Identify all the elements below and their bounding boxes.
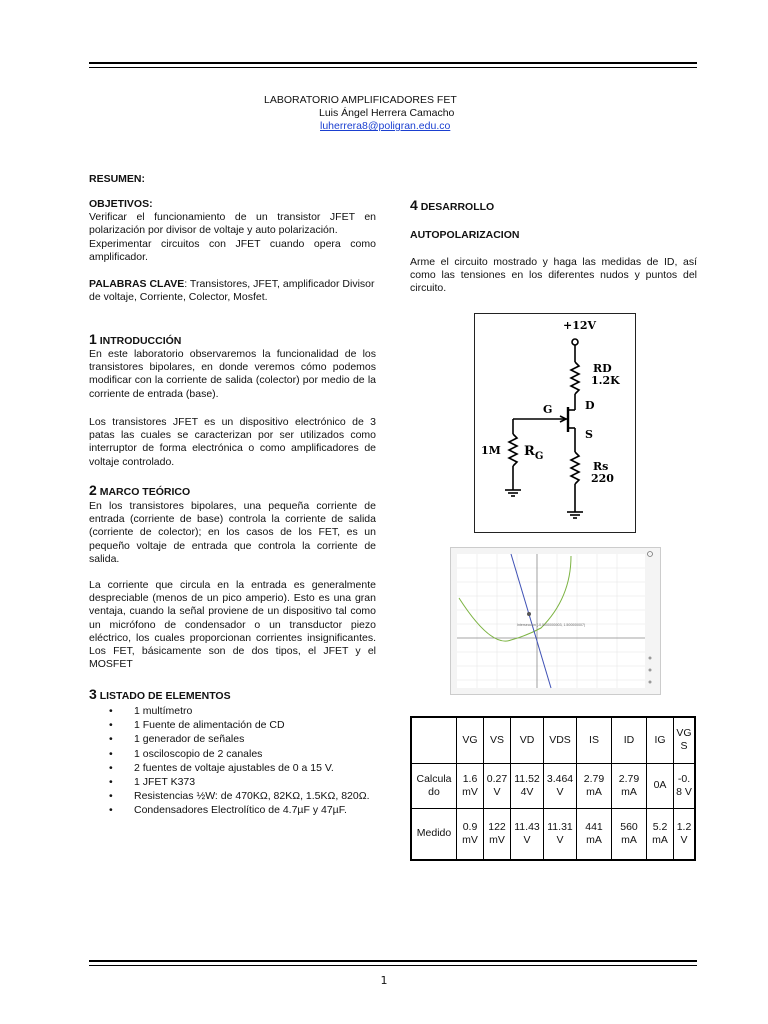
section-1-number: 1 [89,331,97,347]
table-cell: 2.79 mA [612,763,647,808]
section-2-paragraph-2: La corriente que circula en la entrada es generalmente despreciable (menos de un pico amperio). Esto es una gran ventaja, cuando la señal proviene de un dispositivo tal como un micrófono de condensador o un transductor piezo eléctrico, los cuales proporcionan corrientes insignificantes. Los FET, básicamente son de dos tipos, el JFET y el MOSFET [89,579,376,671]
list-item: • 1 osciloscopio de 2 canales [89,747,376,761]
table-header-cell [411,717,457,763]
section-1-title: INTRODUCCIÓN [99,335,182,347]
objetivos-paragraph-2: Experimentar circuitos con JFET cuando opera como amplificador. [89,238,376,264]
top-rule [89,62,697,64]
table-cell: Calculado [411,763,457,808]
table-cell: 0A [647,763,674,808]
keywords [89,278,376,304]
table-header-cell: VS [484,717,511,763]
section-4-title: DESARROLLO [420,201,495,213]
table-cell: 441 mA [577,808,612,860]
elements-list [89,704,376,818]
document-title: LABORATORIO AMPLIFICADORES FET [264,94,457,106]
rg-subscript: G [534,451,544,462]
objetivos-heading: OBJETIVOS: [89,198,153,210]
zoom-in-icon [649,669,652,672]
section-4-number: 4 [410,197,418,213]
list-item: • 1 multímetro [89,704,376,718]
table-header-cell: VGS [674,717,696,763]
graph-drawing [451,548,660,694]
table-cell: 1.2 V [674,808,696,860]
section-1-paragraph-1: En este laboratorio observaremos la funcionalidad de los transistores bipolares, en donde veremos cómo podemos modificar con la corriente de salida (colector) por medio de la corriente de entrada (base). [89,348,376,400]
bottom-rule [89,960,697,962]
jfet-transfer-graph [450,547,661,695]
table-header-cell: VD [511,717,544,763]
section-3-number: 3 [89,686,97,702]
rs-name-label: Rs [593,460,609,473]
table-row [411,808,695,860]
list-item: • 1 Fuente de alimentación de CD [89,718,376,732]
table-header-row [411,717,695,763]
bottom-rule-thin [89,965,697,966]
supply-label: +12V [563,319,597,332]
list-item: • Resistencias ½W: de 470KΩ, 82KΩ, 1.5KΩ, 820Ω. [89,789,376,803]
table-cell: -0.8 V [674,763,696,808]
table-cell: 3.464V [544,763,577,808]
objetivos-paragraph-1: Verificar el funcionamiento de un transistor JFET en polarización por divisor de voltaje y auto polarización. [89,211,376,237]
resumen-heading: RESUMEN: [89,173,146,185]
rd-value-label: 1.2K [591,374,620,387]
table-cell: 122 mV [484,808,511,860]
section-2-number: 2 [89,482,97,498]
section-4-paragraph: Arme el circuito mostrado y haga las medidas de ID, así como las tensiones en los diferentes nudos y puntos del circuito. [410,256,697,295]
table-cell: 0.27V [484,763,511,808]
circuit-drawing [475,314,635,532]
section-2-heading [89,484,376,499]
section-3-heading [89,688,376,703]
table-header-cell: IG [647,717,674,763]
table-cell: 1.6 mV [457,763,484,808]
supply-terminal [572,339,578,345]
keywords-label: PALABRAS CLAVE [89,278,185,290]
intersection-point [527,612,531,616]
home-icon [649,657,652,660]
list-item: • 2 fuentes de voltaje ajustables de 0 a 15 V. [89,761,376,775]
intersection-annotation: Intersección (-0.5000000003, 1.500000007) [517,623,586,627]
rg-name-label [524,444,543,462]
table-cell: 560 mA [612,808,647,860]
rg-value-label: 1M [481,444,501,457]
section-2-title: MARCO TEÓRICO [99,486,191,498]
table-header-cell: IS [577,717,612,763]
table-cell: 11.524V [511,763,544,808]
section-1-heading [89,333,376,348]
table-cell: 5.2 mA [647,808,674,860]
autopolarizacion-heading: AUTOPOLARIZACION [410,229,520,241]
list-item: • 1 generador de señales [89,732,376,746]
table-row [411,763,695,808]
rd-name-label: RD [593,362,612,375]
section-1-paragraph-2: Los transistores JFET es un dispositivo electrónico de 3 patas las cuales se caracterizan por ser utilizados como interruptor de forma electrónica o como amplificadores de voltaje controlado. [89,416,376,468]
table-cell: 11.31V [544,808,577,860]
measurements-table [410,716,696,861]
rd-resistor [571,362,579,394]
drain-label: D [585,399,595,412]
jfet-circuit-diagram [474,313,636,533]
author-name: Luis Ángel Herrera Camacho [319,107,455,119]
gate-label: G [543,403,553,416]
table-cell: 2.79 mA [577,763,612,808]
page-number: 1 [380,974,388,987]
table-cell: Medido [411,808,457,860]
table-header-cell: VDS [544,717,577,763]
section-2-paragraph-1: En los transistores bipolares, una pequeña corriente de entrada (corriente de base) controla la corriente de salida (corriente de colector); en los casos de los FET, es un pequeño voltaje de entrada que controla la corriente de salida. [89,500,376,565]
top-rule-thin [89,67,697,68]
table-header-cell: VG [457,717,484,763]
author-email-link[interactable]: luherrera8@poligran.edu.co [320,120,451,132]
table-cell: 0.9 mV [457,808,484,860]
section-3-title: LISTADO DE ELEMENTOS [99,690,231,702]
rg-resistor [509,434,517,466]
keywords-text: : Transistores, JFET, amplificador Divisor de voltaje, Corriente, Colector, Mosfet. [89,278,375,304]
zoom-out-icon [649,681,652,684]
rg-letter: R [524,444,535,459]
list-item: • Condensadores Electrolítico de 4.7µF y 47µF. [89,803,376,817]
rs-value-label: 220 [591,472,614,485]
table-header-cell: ID [612,717,647,763]
source-label: S [585,428,593,441]
section-4-heading [410,199,697,214]
rs-resistor [571,452,579,484]
table-cell: 11.43V [511,808,544,860]
list-item: • 1 JFET K373 [89,775,376,789]
